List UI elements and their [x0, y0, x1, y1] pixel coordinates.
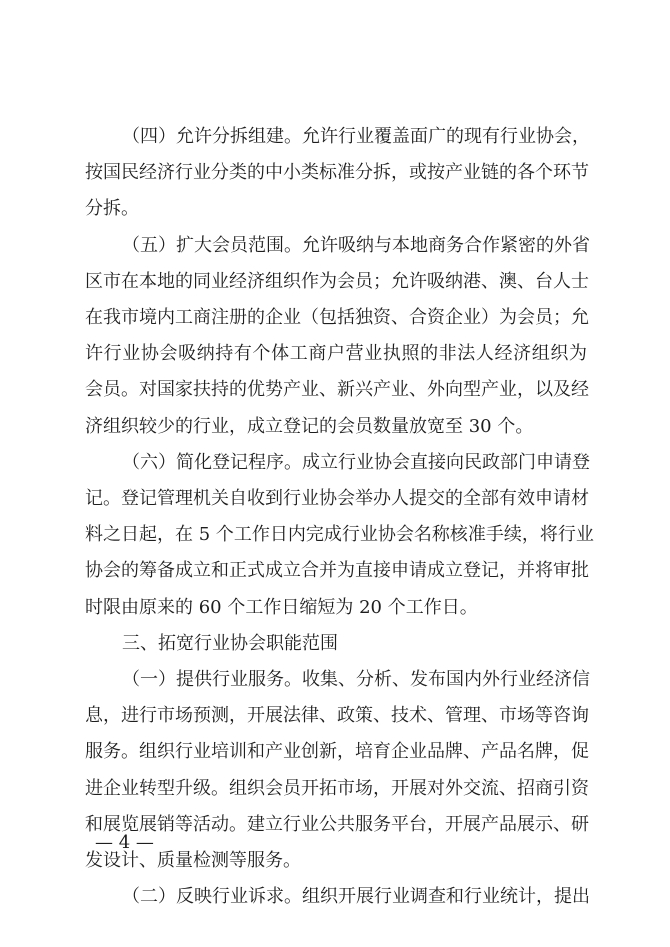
paragraph-4-line-1: （四）允许分拆组建。允许行业覆盖面广的现有行业协会， [122, 126, 590, 147]
section-heading: 三、拓宽行业协会职能范围 [122, 633, 338, 654]
paragraph-5-line-1: （五）扩大会员范围。允许吸纳与本地商务合作紧密的外省 [122, 235, 590, 256]
paragraph-4-line-3: 分拆。 [85, 198, 139, 219]
paragraph-2-lead: （二）反映行业诉求。 [122, 886, 302, 907]
paragraph-1-line-4: 进企业转型升级。组织会员开拓市场，开展对外交流、招商引资 [85, 778, 589, 799]
paragraph-1-line-2: 息，进行市场预测，开展法律、政策、技术、管理、市场等咨询 [85, 705, 589, 726]
paragraph-5-line-2: 区市在本地的同业经济组织作为会员；允许吸纳港、澳、台人士 [85, 271, 589, 292]
page-number: — 4 — [95, 832, 154, 853]
paragraph-1-line-3: 服务。组织行业培训和产业创新，培育企业品牌、产品名牌，促 [85, 741, 589, 762]
paragraph-6-line-1: （六）简化登记程序。成立行业协会直接向民政部门申请登 [122, 452, 590, 473]
paragraph-4-lead: （四）允许分拆组建。 [122, 126, 302, 147]
paragraph-5-line-3: 在我市境内工商注册的企业（包括独资、合资企业）为会员；允 [85, 307, 589, 328]
paragraph-6-line-2: 记。登记管理机关自收到行业协会举办人提交的全部有效申请材 [85, 488, 589, 509]
paragraph-6-line-5: 时限由原来的 60 个工作日缩短为 20 个工作日。 [85, 597, 478, 618]
paragraph-6-lead: （六）简化登记程序。 [122, 452, 302, 473]
paragraph-6-line-3: 料之日起，在 5 个工作日内完成行业协会名称核准手续，将行业 [85, 524, 594, 545]
paragraph-1-line-1: （一）提供行业服务。收集、分析、发布国内外行业经济信 [122, 669, 590, 690]
paragraph-4-line-2: 按国民经济行业分类的中小类标准分拆，或按产业链的各个环节 [85, 162, 589, 183]
paragraph-5-lead: （五）扩大会员范围。 [122, 235, 302, 256]
paragraph-5-line-6: 济组织较少的行业，成立登记的会员数量放宽至 30 个。 [85, 416, 534, 437]
paragraph-6-line-4: 协会的筹备成立和正式成立合并为直接申请成立登记，并将审批 [85, 560, 589, 581]
paragraph-5-line-4: 许行业协会吸纳持有个体工商户营业执照的非法人经济组织为 [85, 343, 587, 364]
paragraph-1-line-6: 发设计、质量检测等服务。 [85, 850, 301, 871]
paragraph-1-line-5: 和展览展销等活动。建立行业公共服务平台，开展产品展示、研 [85, 814, 589, 835]
paragraph-2-line-1: （二）反映行业诉求。组织开展行业调查和行业统计，提出 [122, 886, 590, 907]
paragraph-5-line-5: 会员。对国家扶持的优势产业、新兴产业、外向型产业，以及经 [85, 379, 589, 400]
paragraph-1-lead: （一）提供行业服务。 [122, 669, 302, 690]
